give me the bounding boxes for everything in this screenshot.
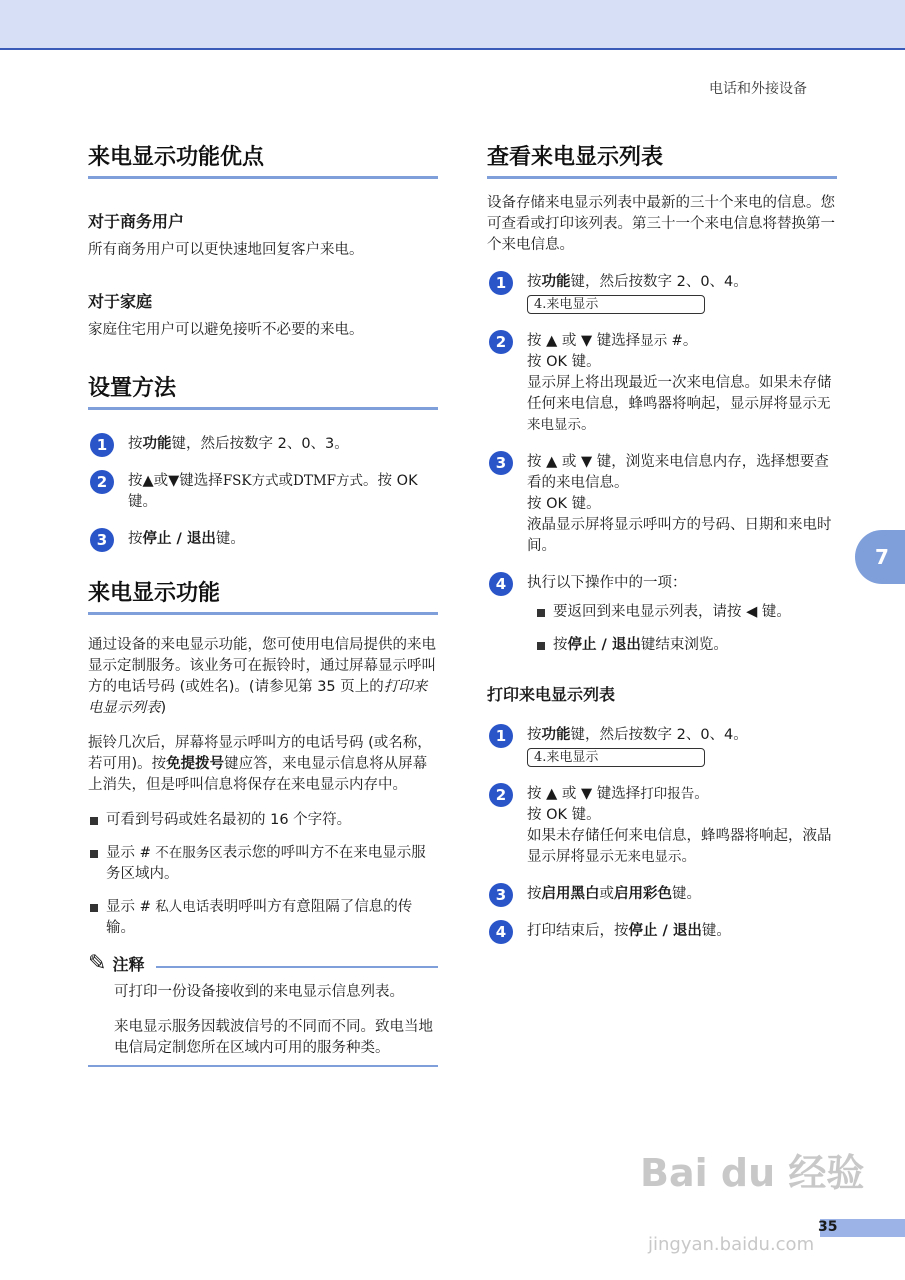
lcd-message: 无来电显示 [527, 396, 831, 433]
cross-reference-link[interactable]: 打印来电显示列表 [88, 679, 428, 716]
lcd-option: DTMF方式 [293, 473, 364, 489]
running-header: 电话和外接设备 [709, 81, 807, 97]
lcd-option: 显示 # [640, 333, 683, 349]
print-step-3 [487, 884, 837, 905]
key-name: 功能 [541, 727, 571, 743]
paragraph-business: 所有商务用户可以更快速地回复客户来电。 [88, 242, 364, 258]
note-end-divider [88, 1065, 438, 1067]
bullet-text: 表示您的呼叫方不在来电显示服务区域内。 [106, 845, 426, 882]
note-header [88, 951, 438, 976]
key-name: 启用彩色 [614, 886, 672, 902]
step-text: 或 [599, 886, 614, 902]
note-pencil-icon: ✎ [88, 951, 107, 976]
note-label: 注释 [112, 955, 145, 974]
subheading-business: 对于商务用户 [88, 212, 185, 231]
right-column [487, 140, 837, 958]
top-band [0, 0, 905, 50]
paragraph-text: 通过设备的来电显示功能，您可使用电信局提供的来电显示定制服务。该业务可在振铃时，通过屏幕显示呼叫方的电话号码 (或姓名)。(请参见第 35 页上的 [88, 637, 436, 695]
step-number-badge: 4 [489, 920, 513, 944]
section-title-view-list: 查看来电显示列表 [487, 140, 837, 179]
step-number-badge: 3 [489, 883, 513, 907]
lcd-message: # 私人电话 [139, 899, 210, 915]
section-title-caller-id-benefits: 来电显示功能优点 [88, 140, 438, 179]
step-text: 如果未存储任何来电信息，蜂鸣器将响起，液晶显示屏将显示 [527, 828, 832, 865]
step-text: 按 ▲ 或 ▼ 键，浏览来电信息内存，选择想要查看的来电信息。 [527, 454, 829, 491]
key-name: 启用黑白 [541, 886, 600, 902]
setup-step-1 [88, 434, 438, 455]
view-step-1 [487, 272, 837, 315]
key-name: 停止 / 退出 [567, 637, 641, 653]
step-text: 按▲或▼键选择 [128, 473, 223, 489]
bullet-text: 显示 [106, 845, 140, 861]
baidu-watermark-url: jingyan.baidu.com [648, 1234, 815, 1255]
setup-step-3 [88, 529, 438, 550]
step-text: 键。 [672, 886, 701, 902]
step-text: 。 [581, 417, 596, 433]
view-step-2 [487, 331, 837, 436]
step-text: 按 ▲ 或 ▼ 键选择 [527, 786, 641, 802]
bullet-text: 键结束浏览。 [640, 637, 728, 653]
subheading-home: 对于家庭 [88, 292, 153, 311]
step-text: 。 [694, 786, 709, 802]
lcd-display: 4.来电显示 [527, 295, 705, 314]
note-paragraph-2: 来电显示服务因载波信号的不同而不同。致电当地电信局定制您所在区域内可用的服务种类。 [114, 1019, 433, 1056]
key-name: 停止 / 退出 [142, 531, 216, 547]
subheading-print-list: 打印来电显示列表 [487, 685, 616, 704]
bullet-return-list: 要返回到来电显示列表，请按 ◀ 键。 [535, 602, 837, 623]
note-paragraph-1: 可打印一份设备接收到的来电显示信息列表。 [114, 984, 404, 1000]
step-text: 液晶显示屏将显示呼叫方的号码、日期和来电时间。 [527, 517, 832, 554]
step-number-badge: 1 [489, 271, 513, 295]
key-name: 免提拨号 [166, 756, 225, 772]
step-number-badge: 4 [489, 572, 513, 596]
bullet-stop-browse [535, 635, 837, 656]
step-text: 按 OK 键。 [527, 496, 601, 512]
step-text: 按 [128, 436, 143, 452]
step-text: 按 OK 键。 [527, 807, 601, 823]
step-number-badge: 1 [90, 433, 114, 457]
setup-step-2 [88, 471, 438, 513]
paragraph-view-intro: 设备存储来电显示列表中最新的三十个来电的信息。您可查看或打印该列表。第三十一个来电信息将替换第一个来电信息。 [487, 195, 835, 253]
step-number-badge: 3 [90, 528, 114, 552]
left-column [88, 140, 438, 1067]
lcd-option: 打印报告 [640, 786, 695, 802]
view-step-4-options [487, 602, 837, 656]
step-text: 显示屏上将出现最近一次来电信息。如果未存储任何来电信息，蜂鸣器将响起，显示屏将显示 [527, 375, 832, 412]
key-name: 停止 / 退出 [628, 923, 702, 939]
bullet-text: 按 [553, 637, 568, 653]
chapter-tab[interactable]: 7 [855, 530, 905, 584]
step-number-badge: 2 [489, 330, 513, 354]
step-text: 。 [682, 333, 698, 349]
step-number-badge: 3 [489, 451, 513, 475]
step-text: 或 [278, 473, 294, 489]
key-name: 功能 [142, 436, 172, 452]
step-number-badge: 2 [489, 783, 513, 807]
step-number-badge: 2 [90, 470, 114, 494]
lcd-option: FSK方式 [222, 473, 279, 489]
bullet-16-chars: 可看到号码或姓名最初的 16 个字符。 [88, 810, 438, 831]
step-text: 键，然后按数字 2、0、3。 [171, 436, 349, 452]
bullet-text: 表明呼叫方有意阻隔了信息的传输。 [106, 899, 413, 936]
paragraph-text: 键应答，来电显示信息将从屏幕上消失，但是呼叫信息将保存在来电显示内存中。 [88, 756, 428, 793]
step-text: 键，然后按数字 2、0、4。 [570, 274, 748, 290]
lcd-display: 4.来电显示 [527, 748, 705, 767]
step-text: 。按 OK 键。 [128, 473, 418, 510]
step-text: 键。 [701, 923, 731, 939]
bullet-out-of-area [88, 843, 438, 885]
bullet-text: 显示 [106, 899, 140, 915]
step-text: 键，然后按数字 2、0、4。 [570, 727, 748, 743]
step-text: 按 ▲ 或 ▼ 键选择 [527, 333, 641, 349]
print-step-1 [487, 725, 837, 768]
step-text: 打印结束后，按 [527, 923, 629, 939]
print-step-2 [487, 784, 837, 868]
lcd-message: # 不在服务区 [139, 845, 223, 861]
print-step-4 [487, 921, 837, 942]
step-text: 按 [128, 531, 143, 547]
baidu-watermark-logo: Bai du 经验 [640, 1151, 865, 1195]
paragraph-caller-id-intro [88, 635, 438, 719]
step-text: 按 [527, 274, 542, 290]
step-text: 键。 [215, 531, 245, 547]
view-step-3 [487, 452, 837, 557]
paragraph-caller-id-ring [88, 733, 438, 796]
note-body [88, 982, 438, 1059]
section-title-caller-id: 来电显示功能 [88, 576, 438, 615]
step-text: 按 OK 键。 [527, 354, 601, 370]
step-text: 按 [527, 886, 542, 902]
key-name: 功能 [541, 274, 571, 290]
paragraph-text: 振铃几次后，屏幕将显示呼叫方的电话号码 (或名称，若可用)。按 [88, 735, 432, 772]
step-text: 。 [681, 849, 696, 865]
view-step-4 [487, 573, 837, 594]
note-divider [156, 966, 438, 968]
step-number-badge: 1 [489, 724, 513, 748]
section-title-setup: 设置方法 [88, 371, 438, 410]
bullet-private-call [88, 897, 438, 939]
step-text: 执行以下操作中的一项： [527, 575, 687, 591]
step-text: 按 [527, 727, 542, 743]
lcd-message: 无来电显示 [614, 849, 682, 865]
paragraph-home: 家庭住宅用户可以避免接听不必要的来电。 [88, 322, 364, 338]
paragraph-text: ) [160, 700, 167, 716]
page-number: 35 [818, 1219, 838, 1235]
